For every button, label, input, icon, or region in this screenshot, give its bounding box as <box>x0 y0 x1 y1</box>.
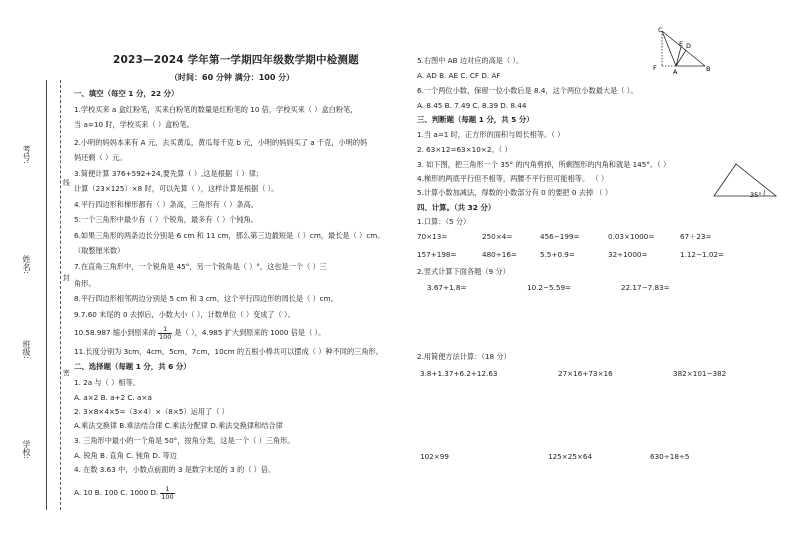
section-choice: 二、选择题（每题 1 分，共 6 分） <box>74 362 191 371</box>
question-6a: 6.如果三角形的两条边长分别是 6 cm 和 11 cm，那么第三边最短是（ ）cm，最长是（ ）cm。 <box>74 231 385 240</box>
choice-5: 5.右图中 AB 边对应的高是（ ）。 <box>417 56 524 65</box>
label-C: C <box>658 26 663 34</box>
simple-item: 630÷18÷5 <box>650 452 690 461</box>
page-title: 2023—2024 学年第一学期四年级数学期中检测题 <box>113 54 359 66</box>
choice-5-options: A. AD B. AE C. CF D. AF <box>417 71 501 80</box>
seal-char-mi: 密 <box>63 369 70 377</box>
oral-item: 70×13= <box>417 232 448 241</box>
segment-AE <box>676 47 681 66</box>
simple-item: 125×25×64 <box>548 452 593 461</box>
question-9: 9.7.60 末尾的 0 去掉后，小数大小（ ），计数单位（ ）变成了（ ）。 <box>74 310 295 319</box>
simple-item: 27×16+73×16 <box>558 369 613 378</box>
label-kaohao: 考号: <box>22 145 31 164</box>
oral-item: 157+198= <box>417 250 457 259</box>
judge-5: 5.计算小数加减法，得数的小数部分有 0 的要把 0 去掉 （ ） <box>417 188 613 197</box>
question-1b: 当 a=10 时，学校买来（ ）盒粉笔。 <box>74 120 194 129</box>
oral-item: 480÷16= <box>482 250 517 259</box>
page-subtitle: （时间：60 分钟 满分：100 分） <box>170 73 295 82</box>
angle-label: 35° <box>750 191 762 199</box>
label-xuexiao: 学校: <box>22 440 31 459</box>
judge-2: 2. 63×12=63×10×2。（ ） <box>417 145 512 154</box>
vertical-calc-heading: 2.竖式计算下面各题（9 分） <box>417 267 510 276</box>
choice-2: 2. 3×8×4×5=（3×4）×（8×5）运用了（ ） <box>74 407 229 416</box>
section-fill: 一、填空（每空 1 分，22 分） <box>74 89 179 98</box>
choice-4-options: A. 10 B. 100 C. 1000 D. $\frac{1}{100}$ <box>74 485 174 501</box>
oral-calc-heading: 1.口算：（5 分） <box>417 217 471 226</box>
judge-1: 1.当 a=1 时，正方形的面积与周长相等。（ ） <box>417 130 565 139</box>
question-5: 5.一个三角形中最少有（ ）个锐角，最多有（ ）个钝角。 <box>74 215 258 224</box>
triangle-35-figure <box>710 160 780 202</box>
choice-3: 3. 三角形中最小的一个角是 50°，按角分类，这是一个（ ）三角形。 <box>74 436 295 445</box>
question-4: 4.平行四边形和梯形都有（ ）条高，三角形有（ ）条高。 <box>74 200 258 209</box>
label-xingming: 姓名: <box>22 255 31 274</box>
question-2a: 2.小明的妈妈本来有 A 元，去买黄瓜，黄瓜每千克 b 元，小明的妈妈买了 a 千克，小明的妈 <box>74 138 368 147</box>
label-E: E <box>679 40 684 48</box>
question-3a: 3.简便计算 376+592+24,要先算（ ）,这是根据（ ）律； <box>74 169 264 178</box>
simple-item: 3.8+1.37+6.2+12.63 <box>420 369 498 378</box>
label-F: F <box>653 64 657 72</box>
oral-item: 32÷1000= <box>608 250 648 259</box>
choice-6-options: A. 8.45 B. 7.49 C. 8.39 D. 8.44 <box>417 101 527 110</box>
oral-item: 67＋23= <box>680 232 712 241</box>
seal-dashed-line <box>60 80 61 510</box>
triangle-shape <box>714 164 776 196</box>
label-banji: 班级: <box>22 340 31 359</box>
simple-calc-heading: 2.用简便方法计算：（18 分） <box>417 352 511 361</box>
judge-4: 4.梯形的两底平行但不相等，两腰不平行但可能相等。 （ ） <box>417 174 609 183</box>
section-calc: 四、计算。（共 32 分） <box>417 203 496 212</box>
choice-3-options: A. 锐角 B. 直角 C. 钝角 D. 等边 <box>74 451 177 460</box>
question-2b: 妈还剩（ ）元。 <box>74 153 127 162</box>
question-3b: 计算（23×125）×8 时，可以先算（ ），这样计算是根据（ ）。 <box>74 184 279 193</box>
choice-1-options: A. a×2 B. a+2 C. a×a <box>74 393 152 402</box>
choice-1: 1. 2a 与（ ）相等。 <box>74 378 140 387</box>
height-AD <box>676 50 686 66</box>
vertical-item: 3.67+1.8= <box>427 283 467 292</box>
simple-item: 382×101−382 <box>673 369 727 378</box>
fraction-1-100-option: $\frac{1}{100}$ <box>161 485 174 501</box>
choice-6: 6.一个两位小数，保留一位小数后是 8.4，这个两位小数最大是（ ）。 <box>417 86 638 95</box>
section-judge: 三、判断题（每题 1 分，共 5 分） <box>417 115 534 124</box>
question-7b: 角形。 <box>74 279 96 288</box>
question-1a: 1.学校买来 a 盒红粉笔，买来白粉笔的数量是红粉笔的 10 倍，学校买来（ ）盒白粉笔， <box>74 105 358 114</box>
question-6b: （取整厘米数） <box>74 246 125 255</box>
oral-item: 250×4= <box>482 232 513 241</box>
choice-2-options: A.乘法交换律 B.乘法结合律 C.乘法分配律 D.乘法交换律和结合律 <box>74 421 283 430</box>
oral-item: 0.03×1000= <box>608 232 655 241</box>
question-7a: 7.在直角三角形中，一个锐角是 45°，另一个锐角是（ ）°，这也是一个（ ）三 <box>74 262 327 271</box>
seal-char-xian: 线 <box>63 179 70 187</box>
question-11: 11.长度分别为 3cm，4cm，5cm，7cm，10cm 的五根小棒共可以摆成（ ）种不同的三角形。 <box>74 347 383 356</box>
edge-CB <box>662 31 705 66</box>
margin-line <box>46 80 47 510</box>
vertical-item: 22.17−7.83= <box>621 283 670 292</box>
question-10: 10.58.987 缩小到原来的 $\frac{1}{100}$ 是（ ），4.985 扩大到原来的 1000 倍是（ ）。 <box>74 325 326 341</box>
label-B: B <box>706 65 711 73</box>
oral-item: 5.5+0.9= <box>540 250 575 259</box>
choice-4: 4. 在数 3.63 中，小数点前面的 3 是数字末尾的 3 的（ ）倍。 <box>74 465 276 474</box>
vertical-item: 10.2−5.59= <box>527 283 572 292</box>
oral-item: 456−199= <box>540 232 580 241</box>
label-D: D <box>686 42 692 50</box>
fraction-1-100: $\frac{1}{100}$ <box>159 325 172 341</box>
triangle-heights-figure <box>648 26 718 78</box>
oral-item: 1.12−1.02= <box>680 250 725 259</box>
label-A: A <box>673 68 678 76</box>
simple-item: 102×99 <box>420 452 449 461</box>
question-8: 8.平行四边形相邻两边分别是 5 cm 和 3 cm，这个平行四边形的周长是（ ）cm。 <box>74 294 338 303</box>
seal-char-feng: 封 <box>63 274 70 282</box>
judge-3: 3. 如下图，把三角形一个 35° 的内角剪掉，所剩图形的内角和就是 145°。（ ） <box>417 160 671 169</box>
